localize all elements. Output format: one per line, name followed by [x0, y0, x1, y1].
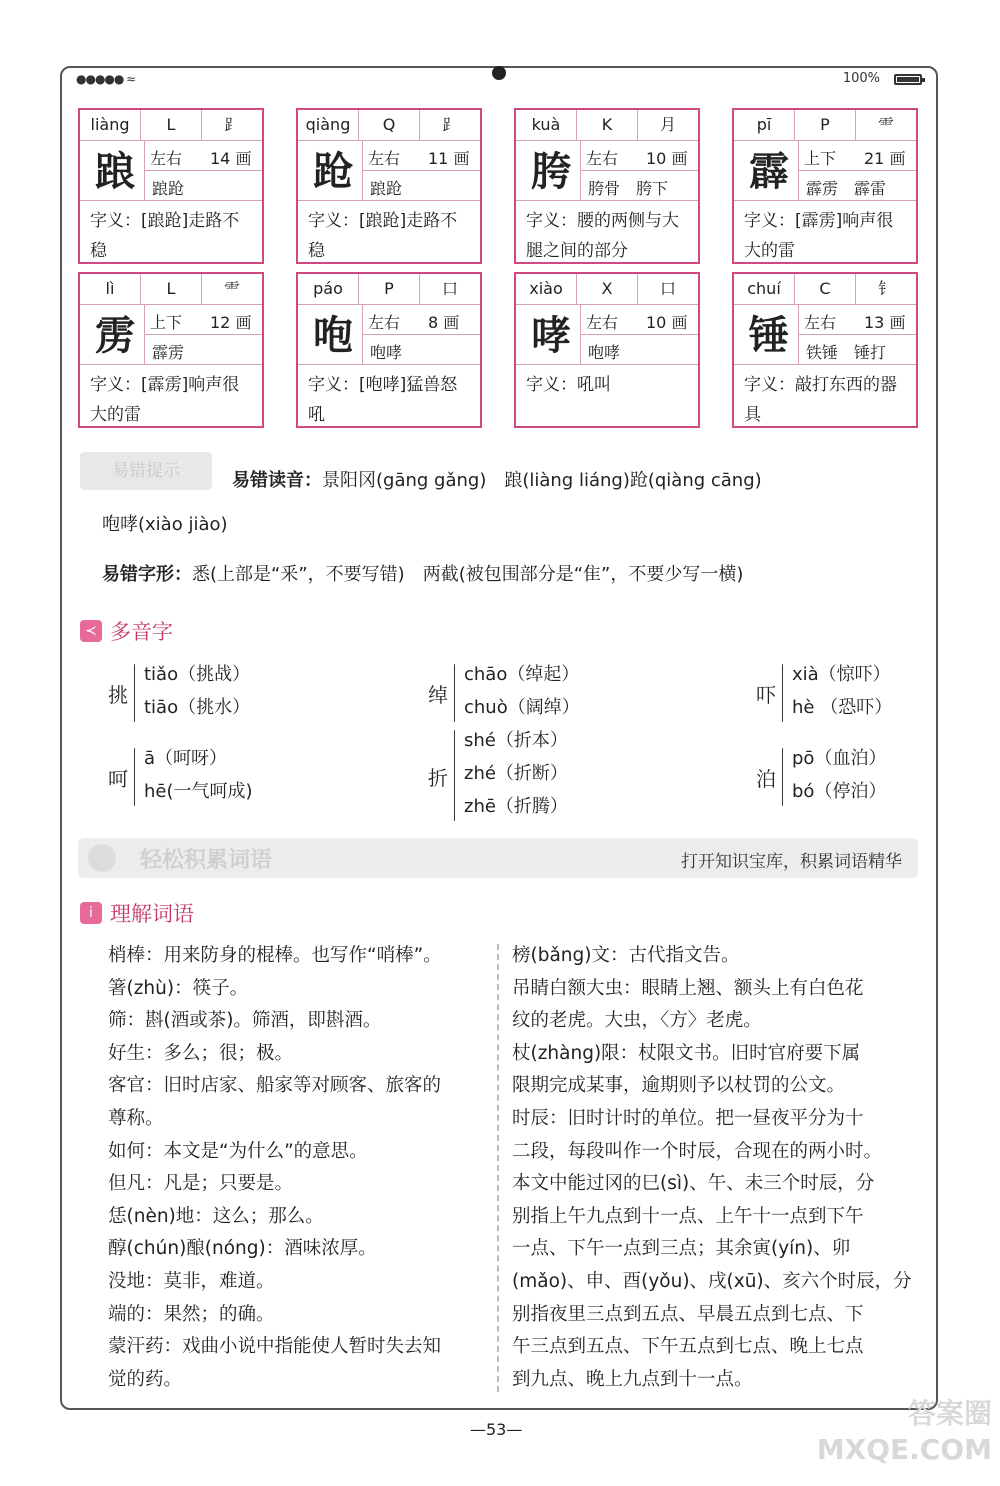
vocab-line: 醇(chún)酿(nóng)：酒味浓厚。	[108, 1238, 377, 1260]
vocab-line: 二段，每段叫作一个时辰，合现在的两小时。	[512, 1140, 883, 1162]
polyphonic-reading: bó（停泊）	[792, 781, 887, 802]
vocab-line: 时辰：旧时计时的单位。把一昼夜平分为十	[512, 1107, 864, 1129]
card-radical: 月	[659, 115, 676, 134]
card-meaning: 字义：腰的两侧与大腿之间的部分	[526, 211, 679, 261]
card-header	[80, 274, 262, 305]
pron-line-2: 咆哮(xiào jiào)	[102, 514, 228, 535]
vocab-line: 但凡：凡是；只要是。	[108, 1173, 294, 1195]
card-words: 霹雳 霹雷	[806, 179, 887, 198]
card-radical: 口	[659, 279, 676, 298]
polyphonic-char: 呵	[108, 767, 128, 791]
polyphonic-title: 多音字	[110, 620, 173, 644]
vocab-line: 好生：多么；很；极。	[108, 1042, 294, 1064]
vocab-right-column	[512, 940, 922, 1396]
vocab-line: 客官：旧时店家、船家等对顾客、旅客的	[108, 1075, 442, 1097]
card-character: 跄	[313, 148, 353, 195]
card-strokes: 8 画	[428, 313, 460, 332]
polyphonic-char: 吓	[756, 683, 776, 707]
card-character: 踉	[95, 148, 135, 195]
polyphonic-reading: xià（惊吓）	[792, 664, 891, 685]
card-meaning: 字义：敲打东西的器具	[744, 375, 897, 425]
vocab-line: (mǎo)、申、酉(yǒu)、戌(xū)、亥六个时辰，分	[512, 1270, 912, 1292]
card-header	[516, 274, 698, 305]
form-text: 悉(上部是“釆”，不要写错) 两截(被包围部分是“隹”，不要少写一横)	[192, 564, 744, 585]
signal-icon: ●●●●● ≈	[76, 72, 136, 86]
card-words: 胯骨 胯下	[588, 179, 669, 198]
vocab-line: 如何：本文是“为什么”的意思。	[108, 1140, 368, 1162]
card-words: 铁锤 锤打	[806, 343, 887, 362]
card-character: 哮	[531, 312, 571, 359]
card-structure: 左右	[368, 313, 401, 332]
card-strokes: 10 画	[646, 149, 688, 168]
char-card	[296, 272, 482, 428]
info-icon: i	[80, 902, 102, 924]
card-words: 踉跄	[152, 179, 185, 198]
polyphonic-reading: hē(一气呵成)	[144, 781, 253, 802]
card-initial: X	[577, 274, 638, 304]
vocab-line: 吊睛白额大虫：眼睛上翘、额头上有白色花	[512, 977, 864, 999]
card-structure: 左右	[368, 149, 401, 168]
battery-icon	[894, 74, 922, 85]
card-pinyin: kuà	[516, 110, 577, 140]
card-initial: K	[577, 110, 638, 140]
card-pinyin: páo	[298, 274, 359, 304]
vocab-line: 到九点、晚上九点到十一点。	[512, 1368, 753, 1390]
card-words: 咆哮	[588, 343, 621, 362]
card-structure: 左右	[586, 149, 619, 168]
vocab-line: 箸(zhù)：筷子。	[108, 977, 249, 999]
polyphonic-reading: pō（血泊）	[792, 748, 887, 769]
card-pinyin: xiào	[516, 274, 577, 304]
form-label: 易错字形：	[102, 564, 192, 585]
polyphonic-reading: chuò（阔绰）	[464, 697, 580, 718]
vocab-line: 梢棒：用来防身的棍棒。也写作“哨棒”。	[108, 945, 442, 966]
share-icon: ≺	[80, 620, 102, 642]
vocab-line: 榜(bǎng)文：古代指文告。	[512, 945, 740, 966]
card-strokes: 11 画	[428, 149, 470, 168]
status-bar	[60, 66, 938, 94]
polyphonic-char: 挑	[108, 683, 128, 707]
card-radical: ⻗	[877, 115, 894, 134]
card-radical: ⻊	[441, 115, 458, 134]
vocab-left-column	[108, 940, 493, 1396]
card-header	[80, 110, 262, 141]
card-radical: 口	[441, 279, 458, 298]
vocab-line: 尊称。	[108, 1107, 164, 1129]
polyphonic-char: 泊	[756, 767, 776, 791]
card-meaning: 字义：吼叫	[526, 375, 611, 395]
section-banner	[78, 838, 918, 878]
card-character: 霹	[749, 148, 789, 195]
vocab-line: 觉的药。	[108, 1368, 183, 1390]
card-pinyin: qiàng	[298, 110, 359, 140]
char-card	[78, 272, 264, 428]
card-structure: 左右	[804, 313, 837, 332]
card-radical: 钅	[877, 279, 894, 298]
vocab-line: 本文中能过冈的巳(sì)、午、未三个时辰，分	[512, 1173, 875, 1195]
card-character: 雳	[95, 312, 135, 359]
polyphonic-char: 折	[428, 765, 448, 790]
char-card	[514, 108, 700, 264]
camera-icon	[492, 66, 506, 80]
card-meaning: 字义：[霹雳]响声很大的雷	[744, 211, 894, 261]
character-cards	[78, 108, 918, 428]
vocab-line: 限期完成某事，逾期则予以杖罚的公文。	[512, 1075, 846, 1097]
card-header	[516, 110, 698, 141]
vocab-line: 蒙汗药：戏曲小说中指能使人暂时失去知	[108, 1336, 442, 1358]
char-card	[732, 272, 918, 428]
banner-title: 轻松积累词语	[140, 848, 273, 873]
tips-badge: 易错提示	[80, 452, 212, 490]
vocab-line: 一点、下午一点到三点；其余寅(yín)、卯	[512, 1238, 851, 1260]
pron-line-1	[232, 466, 762, 492]
card-words: 霹雳	[152, 343, 185, 362]
banner-subtitle: 打开知识宝库，积累词语精华	[681, 852, 902, 872]
char-card	[514, 272, 700, 428]
card-character: 锤	[749, 312, 789, 359]
card-initial: Q	[359, 110, 420, 140]
polyphonic-reading: hè （恐吓）	[792, 697, 893, 718]
polyphonic-reading: ā（呵呀）	[144, 748, 228, 769]
card-pinyin: lì	[80, 274, 141, 304]
vocab-title: 理解词语	[110, 902, 194, 926]
card-meaning: 字义：[咆哮]猛兽怒吼	[308, 375, 458, 425]
card-header	[734, 110, 916, 141]
card-initial: L	[141, 110, 202, 140]
card-structure: 上下	[804, 149, 837, 168]
card-strokes: 14 画	[210, 149, 252, 168]
card-initial: P	[795, 110, 856, 140]
card-initial: L	[141, 274, 202, 304]
card-meaning: 字义：[霹雳]响声很大的雷	[90, 375, 240, 425]
card-pinyin: liàng	[80, 110, 141, 140]
card-radical: ⻊	[223, 115, 240, 134]
card-strokes: 12 画	[210, 313, 252, 332]
polyphonic-reading: tiǎo（挑战）	[144, 664, 251, 685]
card-character: 胯	[531, 148, 571, 195]
vocab-line: 恁(nèn)地：这么；那么。	[108, 1205, 324, 1227]
vocab-line: 端的：果然；的确。	[108, 1303, 275, 1325]
banner-icon	[88, 844, 116, 872]
card-words: 踉跄	[370, 179, 403, 198]
card-words: 咆哮	[370, 343, 403, 362]
polyphonic-reading: shé（折本）	[464, 730, 568, 751]
card-structure: 上下	[150, 313, 183, 332]
page-number: —53—	[470, 1420, 523, 1439]
vocab-line: 杖(zhàng)限：杖限文书。旧时官府要下属	[512, 1042, 861, 1064]
card-header	[734, 274, 916, 305]
form-line	[102, 560, 743, 586]
card-radical: ⻗	[223, 279, 240, 298]
card-structure: 左右	[150, 149, 183, 168]
vocab-line: 别指夜里三点到五点、早晨五点到七点、下	[512, 1303, 864, 1325]
battery-text: 100%	[842, 71, 880, 86]
polyphonic-reading: chāo（绰起）	[464, 664, 580, 685]
card-header	[298, 274, 480, 305]
watermark: 答案圈 MXQE.COM	[816, 1397, 992, 1466]
card-header	[298, 110, 480, 141]
pron-text-1: 景阳冈(gāng gǎng) 踉(liàng liáng)跄(qiàng cāng)	[322, 470, 762, 491]
pron-label: 易错读音：	[232, 470, 322, 491]
card-character: 咆	[313, 312, 353, 359]
vocab-line: 午三点到五点、下午五点到七点、晚上七点	[512, 1336, 864, 1358]
vocab-line: 别指上午九点到十一点、上午十一点到下午	[512, 1205, 864, 1227]
polyphonic-reading: zhé（折断）	[464, 763, 568, 784]
char-card	[732, 108, 918, 264]
card-meaning: 字义：[踉跄]走路不稳	[308, 211, 458, 261]
card-initial: C	[795, 274, 856, 304]
card-pinyin: chuí	[734, 274, 795, 304]
polyphonic-char: 绰	[428, 683, 448, 707]
vocab-line: 纹的老虎。大虫，〈方〉老虎。	[512, 1010, 762, 1032]
vocab-line: 没地：莫非，难道。	[108, 1270, 275, 1292]
card-strokes: 10 画	[646, 313, 688, 332]
card-meaning: 字义：[踉跄]走路不稳	[90, 211, 240, 261]
char-card	[78, 108, 264, 264]
card-pinyin: pī	[734, 110, 795, 140]
polyphonic-reading: zhē（折腾）	[464, 796, 568, 817]
vocab-line: 筛：斟(酒或茶)。筛酒，即斟酒。	[108, 1010, 382, 1032]
column-divider	[497, 944, 499, 1392]
char-card	[296, 108, 482, 264]
card-initial: P	[359, 274, 420, 304]
card-strokes: 13 画	[864, 313, 906, 332]
card-strokes: 21 画	[864, 149, 906, 168]
card-structure: 左右	[586, 313, 619, 332]
polyphonic-reading: tiāo（挑水）	[144, 697, 251, 718]
